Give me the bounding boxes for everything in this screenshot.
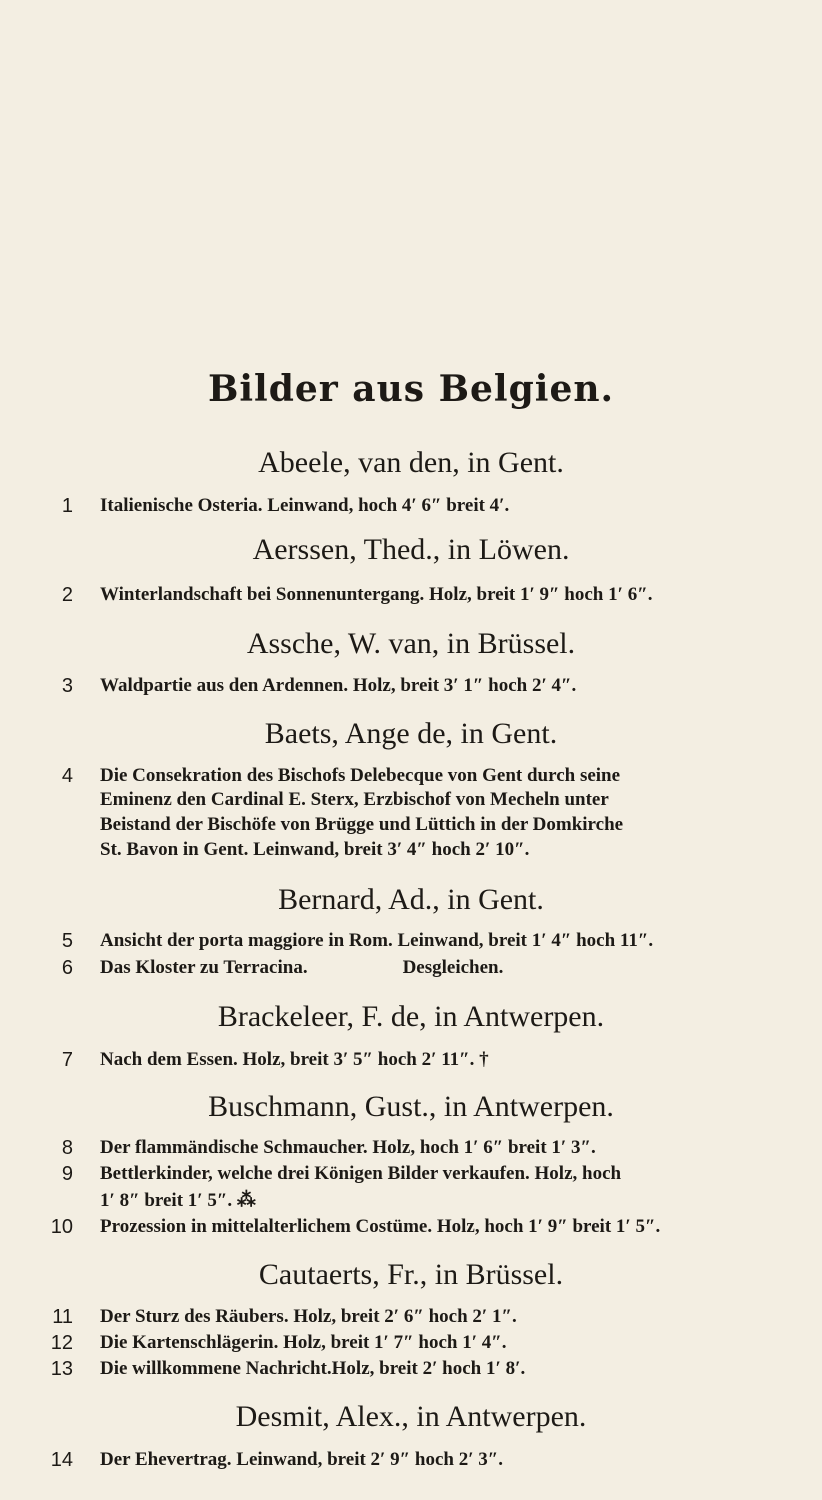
entry-number: 12 <box>50 1332 73 1354</box>
entry-number: 7 <box>61 1049 73 1071</box>
entry-text: Das Kloster zu Terracina. Desgleichen. <box>100 957 504 978</box>
entry-text-continued: St. Bavon in Gent. Leinwand, breit 3′ 4″ hoch 2′ 10″. <box>100 839 530 860</box>
entry-number: 1 <box>61 495 73 517</box>
entry-number: 14 <box>50 1449 73 1471</box>
catalog-entry <box>0 1216 822 1246</box>
entry-text: Nach dem Essen. Holz, breit 3′ 5″ hoch 2′ 11″. † <box>100 1049 489 1070</box>
entry-text-continued: Eminenz den Cardinal E. Sterx, Erzbischof von Mecheln unter <box>100 789 609 810</box>
artist-heading: Abeele, van den, in Gent. <box>258 446 564 479</box>
artist-heading: Bernard, Ad., in Gent. <box>278 883 544 916</box>
entry-text: Die willkommene Nachricht.Holz, breit 2′ hoch 1′ 8′. <box>100 1358 526 1379</box>
catalog-entry <box>0 584 822 614</box>
entry-text: Der Ehevertrag. Leinwand, breit 2′ 9″ hoch 2′ 3″. <box>100 1449 504 1470</box>
entry-text: Die Consekration des Bischofs Delebecque von Gent durch seine <box>100 765 621 786</box>
entry-text: Winterlandschaft bei Sonnenuntergang. Holz, breit 1′ 9″ hoch 1′ 6″. <box>100 584 653 605</box>
page-title: Bilder aus Belgien. <box>207 368 615 410</box>
entry-text: Prozession in mittelalterlichem Costüme. Holz, hoch 1′ 9″ breit 1′ 5″. <box>100 1216 661 1237</box>
entry-text: Ansicht der porta maggiore in Rom. Leinwand, breit 1′ 4″ hoch 11″. <box>100 930 654 951</box>
entry-text: Die Kartenschlägerin. Holz, breit 1′ 7″ hoch 1′ 4″. <box>100 1332 507 1353</box>
entry-text: Der Sturz des Räubers. Holz, breit 2′ 6″ hoch 2′ 1″. <box>100 1306 517 1327</box>
entry-number: 6 <box>61 957 73 979</box>
artist-heading: Desmit, Alex., in Antwerpen. <box>235 1400 587 1433</box>
entry-text: Italienische Osteria. Leinwand, hoch 4′ 6″ breit 4′. <box>100 495 510 516</box>
entry-text: Bettlerkinder, welche drei Königen Bilder verkaufen. Holz, hoch <box>100 1163 622 1184</box>
catalog-entry <box>0 495 822 525</box>
catalog-entry <box>0 1358 822 1388</box>
catalog-entry <box>0 1449 822 1479</box>
entry-number: 11 <box>52 1306 73 1328</box>
artist-heading: Brackeleer, F. de, in Antwerpen. <box>217 1000 605 1033</box>
entry-number: 3 <box>61 675 73 697</box>
entry-text: Der flammändische Schmaucher. Holz, hoch 1′ 6″ breit 1′ 3″. <box>100 1137 596 1158</box>
artist-heading: Assche, W. van, in Brüssel. <box>246 627 576 660</box>
entry-number: 4 <box>61 765 73 787</box>
artist-heading: Aerssen, Thed., in Löwen. <box>252 533 570 566</box>
artist-heading: Baets, Ange de, in Gent. <box>264 717 558 750</box>
entry-number: 13 <box>50 1358 73 1380</box>
entry-number: 10 <box>50 1216 73 1238</box>
entry-number: 2 <box>61 584 73 606</box>
catalog-entry <box>0 675 822 705</box>
catalog-entry <box>0 930 822 960</box>
entry-number: 9 <box>61 1163 73 1185</box>
catalog-entry <box>0 957 822 987</box>
entry-text: Waldpartie aus den Ardennen. Holz, breit 3′ 1″ hoch 2′ 4″. <box>100 675 577 696</box>
catalog-entry <box>0 1049 822 1079</box>
entry-text-continued: Beistand der Bischöfe von Brügge und Lüttich in der Domkirche <box>100 814 624 835</box>
artist-heading: Buschmann, Gust., in Antwerpen. <box>208 1090 614 1123</box>
artist-heading: Cautaerts, Fr., in Brüssel. <box>258 1258 564 1291</box>
entry-text-continued: 1′ 8″ breit 1′ 5″. ⁂ <box>100 1190 256 1211</box>
entry-number: 5 <box>61 930 73 952</box>
entry-number: 8 <box>61 1137 73 1159</box>
